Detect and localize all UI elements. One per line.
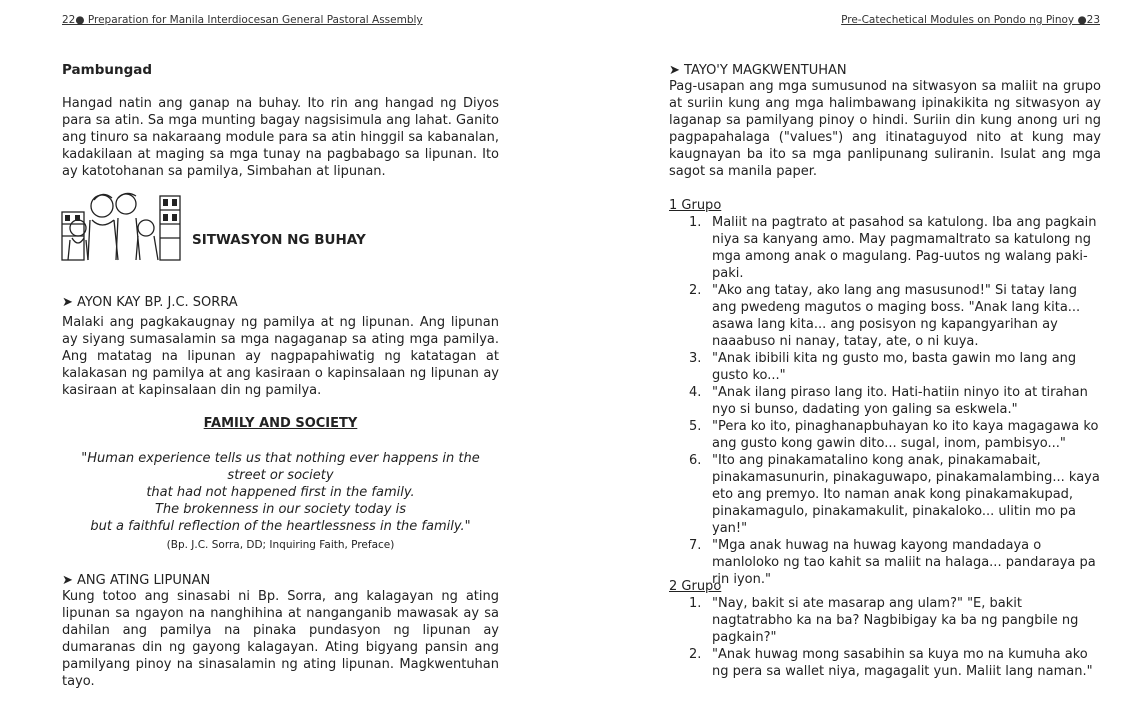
item-number: 7. [689,538,702,553]
grupo2-list [669,595,1101,680]
item-text: "Anak ilang piraso lang ito. Hati-hatiin ninyo ito at tirahan nyo si bunso, dadating yon galing sa eskwela." [712,385,1088,417]
left-running-header: 22● Preparation for Manila Interdiocesan General Pastoral Assembly [62,14,423,26]
left-page [0,0,560,728]
quote-line: The brokenness in our society today is [154,502,407,517]
list-item [669,418,1101,452]
grupo2-title: 2 Grupo [669,579,722,594]
item-text: Maliit na pagtrato at pasahod sa katulong. Iba ang pagkain niya sa kanyang amo. May pagmamaltrato sa katulong ng mga among anak o magulang. Pag-uutos ng walang paki-paki. [712,215,1097,281]
lipunan-paragraph: Kung totoo ang sinasabi ni Bp. Sorra, ang kalagayan ng ating lipunan sa ngayon na nanghihina at nanganganib mawasak ay sa dahilan ang pamilya na pinaka pundasyon ng lipunan ay dumaranas din ng gayong kalagayan. Ating bigyang pansin ang pamilyang pinoy na sinasalamin ng ating lipunan. Magkwentuhan tayo. [62,589,499,689]
item-text: "Pera ko ito, pinaghanapbuhayan ko ito kaya magagawa ko ang gusto kong gawin dito... sugal, inom, pambisyo..." [712,419,1099,451]
grupo1-title: 1 Grupo [669,198,722,213]
quote-line: "Human experience tells us that nothing ever happens in the [81,451,480,466]
tayo-paragraph: Pag-usapan ang mga sumusunod na sitwasyon sa maliit na grupo at suriin kung ang mga halimbawang ipinakikita ng sitwasyon ay laganap sa pamilyang pinoy o hindi. Suriin din kung anong uri ng pagpapahalaga ("values") ang itinataguyod nito at kung may kaugnayan ba ito sa mga panlipunang suliranin. Isulat ang mga sagot sa manila paper. [669,79,1101,179]
list-item [669,452,1101,537]
right-page [560,0,1121,728]
item-text: "Ako ang tatay, ako lang ang masusunod!" Si tatay lang ang pwedeng magutos o maging boss. "Anak lang kita... asawa lang kita... ang posisyon ng kapangyarihan ay naaabuso ni nanay, tatay, ate, o ni kuya. [712,283,1081,349]
sitwasyon-title-text: SITWASYON NG BUHAY [192,232,366,248]
ayon-heading: ➤ AYON KAY BP. J.C. SORRA [62,295,238,310]
item-number: 3. [689,351,702,366]
list-item [669,384,1101,418]
right-running-header: Pre-Catechetical Modules on Pondo ng Pinoy ●23 [841,14,1100,26]
list-item [669,214,1101,282]
item-number: 1. [689,596,702,611]
grupo1-list [669,214,1101,588]
grupo1-section [669,197,1101,588]
list-item [669,595,1101,646]
item-number: 4. [689,385,702,400]
item-number: 5. [689,419,702,434]
ayon-paragraph: Malaki ang pagkakaugnay ng pamilya at ng lipunan. Ang lipunan ay siyang sumasalamin sa mga nagaganap sa ating mga pamilya. Ang matatag na lipunan ay nagpapahiwatig ng katatagan at kalakasan ng pamilya at ang kasiraan o kapinsalaan ng lipunan ay kasiraan at kapinsalaan din ng pamilya. [62,315,499,398]
family-society-section [62,415,499,432]
sitwasyon-title [192,232,492,249]
list-item [669,350,1101,384]
pambungad-title: Pambungad [62,62,153,78]
quote-line: street or society [227,468,334,483]
item-text: "Nay, bakit si ate masarap ang ulam?" "E, bakit nagtatrabho ka na ba? Nagbibigay ka ba ng pangbile ng pagkain?" [712,596,1079,645]
item-number: 1. [689,215,702,230]
item-text: "Ito ang pinakamatalino kong anak, pinakamabait, pinakamasunurin, pinakaguwapo, pinakamalambing... kaya eto ang premyo. Ito naman anak kong pinakamakupad, pinakamagulo, pinakamakulit, pinakaloko... ulitin mo pa yan!" [712,453,1100,536]
item-number: 6. [689,453,702,468]
item-text: "Anak ibibili kita ng gusto mo, basta gawin mo lang ang gusto ko..." [712,351,1077,383]
item-number: 2. [689,647,702,662]
item-number: 2. [689,283,702,298]
list-item [669,646,1101,680]
lipunan-heading: ➤ ANG ATING LIPUNAN [62,573,211,588]
quote-line: that had not happened first in the family. [146,485,415,500]
quote-citation: (Bp. J.C. Sorra, DD; Inquiring Faith, Preface) [166,539,395,551]
family-illustration [60,190,186,262]
quote-block [62,450,499,554]
quote-line: but a faithful reflection of the heartlessness in the family." [90,519,471,534]
list-item [669,282,1101,350]
grupo2-section [669,578,1101,680]
pambungad-section [62,62,499,79]
item-text: "Anak huwag mong sasabihin sa kuya mo na kumuha ako ng pera sa wallet niya, magagalit yun. Maliit lang naman." [712,647,1093,679]
item-text: "Mga anak huwag na huwag kayong mandadaya o manloloko ng tao kahit sa maliit na halaga... pandaraya pa rin iyon." [712,538,1096,587]
pambungad-paragraph: Hangad natin ang ganap na buhay. Ito rin ang hangad ng Diyos para sa atin. Sa mga munting bagay nagsisimula ang lahat. Ganito ang tinuro sa nakaraang module para sa atin hinggil sa kabanalan, kadakilaan at maging sa mga tunay na pagbabago sa lipunan. Ito ay katotohanan sa pamilya, Simbahan at lipunan. [62,96,499,179]
tayo-heading: ➤ TAYO'Y MAGKWENTUHAN [669,63,847,78]
family-society-title: FAMILY AND SOCIETY [203,416,358,431]
